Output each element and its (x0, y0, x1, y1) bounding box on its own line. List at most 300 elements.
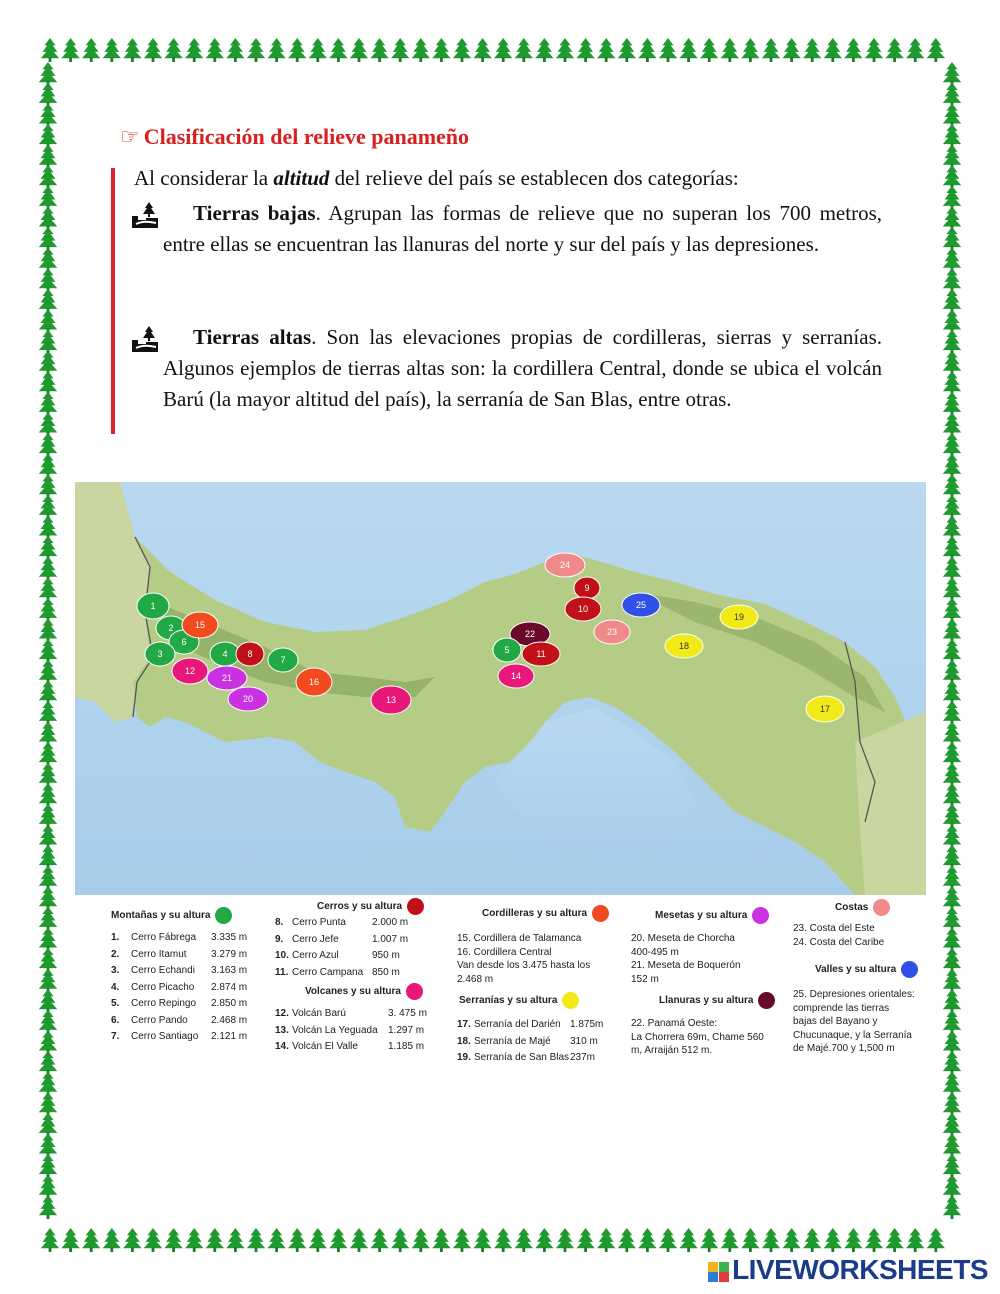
legend-line: m, Arraiján 512 m. (631, 1045, 713, 1056)
tree-icon (288, 38, 306, 62)
tree-icon (453, 38, 471, 62)
legend-item (111, 930, 247, 947)
tree-icon (350, 38, 368, 62)
legend-item-name: Cerro Campana (292, 966, 364, 978)
tree-icon (329, 1228, 347, 1252)
legend-list (275, 1006, 440, 1056)
tree-icon (943, 371, 961, 395)
bullet-text: . Agrupan las formas de relieve que no superan los 700 metros, entre ellas se encuentran las llanuras del norte y sur del país y las depresiones. (163, 201, 882, 256)
legend-item (457, 1050, 617, 1067)
legend-mesetas (631, 907, 781, 1058)
map-marker-label: 25 (635, 600, 647, 610)
map-marker-label: 22 (524, 629, 536, 639)
tree-icon (943, 330, 961, 354)
legend-line: 16. Cordillera Central (457, 946, 552, 958)
tree-icon (943, 618, 961, 642)
legend-item-name: Volcán El Valle (292, 1041, 358, 1052)
tree-icon (943, 1154, 961, 1178)
tree-icon (943, 845, 961, 869)
legend-color-dot (407, 898, 424, 915)
tree-icon (943, 1195, 961, 1219)
tree-icon (39, 186, 57, 210)
legend-item (111, 947, 247, 964)
tree-icon (39, 1010, 57, 1034)
legend-line: 2.468 m (457, 973, 494, 985)
tree-icon (473, 1228, 491, 1252)
tree-icon (39, 144, 57, 168)
tree-icon (679, 38, 697, 62)
legend-color-dot (562, 992, 579, 1009)
tree-icon (943, 412, 961, 436)
legend-color-dot (406, 983, 423, 1000)
legend-item-altitude: 2.121 m (211, 1031, 248, 1042)
tree-icon (659, 38, 677, 62)
map-marker-label: 17 (819, 704, 831, 714)
tree-icon (943, 392, 961, 416)
legend-item-altitude: 1.875m (570, 1019, 604, 1030)
tree-icon (39, 824, 57, 848)
tree-icon (432, 1228, 450, 1252)
map-marker-label: 21 (221, 673, 233, 683)
tree-icon (39, 412, 57, 436)
tree-icon (39, 495, 57, 519)
map-marker-label: 13 (385, 695, 397, 705)
tree-icon (39, 1071, 57, 1095)
bullet-tierras-bajas (132, 198, 882, 260)
tree-icon (597, 1228, 615, 1252)
tree-icon (288, 1228, 306, 1252)
legend-lines (631, 932, 781, 986)
legend-line: 15. Cordillera de Talamanca (457, 933, 582, 944)
legend-item-altitude: 1.185 m (388, 1041, 425, 1052)
tree-icon (39, 762, 57, 786)
legend-line: 24. Costa del Caribe (793, 936, 885, 948)
legend-item-number: 1. (111, 932, 120, 943)
tree-icon (39, 536, 57, 560)
tree-icon (39, 206, 57, 230)
tree-icon (144, 38, 162, 62)
tree-icon (39, 1195, 57, 1219)
legend-item-name: Cerro Fábrega (131, 932, 197, 943)
tree-icon (943, 83, 961, 107)
tree-icon (39, 865, 57, 889)
tree-icon (906, 1228, 924, 1252)
bullet-title: Tierras altas (193, 325, 312, 349)
tree-icon (39, 392, 57, 416)
panama-relief-map (75, 482, 926, 895)
legend-item-altitude: 2.468 m (211, 1014, 248, 1026)
legend-item-altitude: 237m (570, 1052, 596, 1063)
tree-icon (782, 38, 800, 62)
legend-montanas (111, 907, 247, 1046)
legend-item-number: 13. (275, 1024, 289, 1036)
landscape-icon (132, 326, 160, 352)
tree-icon (556, 1228, 574, 1252)
tree-icon (679, 1228, 697, 1252)
tree-icon (39, 721, 57, 745)
tree-icon (844, 38, 862, 62)
tree-icon (370, 38, 388, 62)
tree-icon (39, 1113, 57, 1137)
tree-icon (943, 659, 961, 683)
legend-item-altitude: 1.007 m (372, 933, 409, 945)
tree-icon (267, 1228, 285, 1252)
tree-icon (370, 1228, 388, 1252)
tree-icon (164, 1228, 182, 1252)
tree-icon (943, 515, 961, 539)
legend-item-number: 7. (111, 1031, 120, 1042)
legend-item-name: Cerro Repingo (131, 998, 197, 1009)
tree-icon (943, 804, 961, 828)
tree-icon (39, 1133, 57, 1157)
legend-item-altitude: 3.335 m (211, 932, 248, 943)
tree-icon (185, 38, 203, 62)
logo-squares-icon (708, 1262, 730, 1282)
map-marker-label: 2 (168, 623, 174, 633)
tree-icon (226, 38, 244, 62)
tree-icon (762, 1228, 780, 1252)
legend-item-number: 12. (275, 1008, 289, 1019)
tree-icon (39, 309, 57, 333)
tree-icon (39, 515, 57, 539)
legend-item (275, 965, 440, 982)
tree-icon (39, 350, 57, 374)
tree-icon (943, 1071, 961, 1095)
legend-line: 23. Costa del Este (793, 923, 875, 934)
legend-item-altitude: 850 m (372, 966, 400, 978)
tree-icon (412, 1228, 430, 1252)
bullet-text: . Son las elevaciones propias de cordilleras, sierras y serranías. Algunos ejemplos de tierras altas son: la cordillera Central, donde se ubica el volcán Barú (la mayor altitud del país), la serranía de San Blas, entre otras. (163, 325, 882, 411)
tree-icon (39, 247, 57, 271)
tree-icon (309, 1228, 327, 1252)
tree-icon (39, 474, 57, 498)
legend-line: 21. Meseta de Boquerón (631, 960, 741, 971)
tree-icon (39, 783, 57, 807)
tree-icon (576, 38, 594, 62)
tree-icon (39, 701, 57, 725)
tree-icon (350, 1228, 368, 1252)
tree-icon (943, 680, 961, 704)
tree-icon (391, 1228, 409, 1252)
tree-icon (39, 453, 57, 477)
tree-icon (39, 989, 57, 1013)
legend-item-number: 6. (111, 1014, 120, 1026)
tree-icon (432, 38, 450, 62)
tree-icon (943, 721, 961, 745)
tree-icon (535, 38, 553, 62)
tree-icon (103, 1228, 121, 1252)
legend-item-name: Serranía de San Blas (474, 1052, 570, 1063)
tree-icon (943, 227, 961, 251)
tree-icon (943, 350, 961, 374)
legend-title: Costas (835, 902, 869, 914)
tree-icon (39, 83, 57, 107)
legend-item (111, 1029, 247, 1046)
section-heading (120, 124, 469, 150)
logo-text: LIVEWORKSHEETS (732, 1254, 988, 1285)
legend-line: 152 m (631, 973, 659, 985)
legend-lines (793, 988, 923, 1056)
intro-emphasis: altitud (273, 166, 330, 190)
tree-icon (943, 495, 961, 519)
legend-item-name: Cerro Picacho (131, 981, 195, 993)
tree-icon (885, 1228, 903, 1252)
tree-icon (494, 38, 512, 62)
legend-item (275, 932, 440, 949)
tree-icon (618, 1228, 636, 1252)
tree-icon (865, 38, 883, 62)
map-marker-label: 3 (157, 649, 163, 659)
tree-icon (943, 1092, 961, 1116)
legend-item (275, 1023, 440, 1040)
tree-icon (638, 38, 656, 62)
tree-icon (943, 206, 961, 230)
tree-icon (782, 1228, 800, 1252)
tree-icon (82, 38, 100, 62)
legend-item (275, 1039, 440, 1056)
legend-title: Cerros y su altura (317, 901, 403, 913)
legend-item-number: 10. (275, 950, 289, 961)
tree-icon (927, 1228, 945, 1252)
map-marker-label: 19 (733, 612, 745, 622)
tree-icon (82, 1228, 100, 1252)
tree-icon (39, 577, 57, 601)
tree-icon (885, 38, 903, 62)
map-marker-label: 7 (280, 655, 286, 665)
legend-item-altitude: 950 m (372, 950, 400, 961)
legend-item-number: 19. (457, 1052, 471, 1063)
legend-item (457, 1017, 617, 1034)
tree-icon (700, 38, 718, 62)
legend-cordilleras (457, 905, 617, 1067)
legend-item-altitude: 2.000 m (372, 917, 409, 928)
heading-title: Clasificación del relieve panameño (143, 124, 470, 149)
legend-item (275, 1006, 440, 1023)
tree-icon (943, 433, 961, 457)
tree-icon (943, 289, 961, 313)
border-trees-left (39, 62, 57, 1219)
legend-line: bajas del Bayano y (793, 1016, 878, 1027)
tree-icon (824, 38, 842, 62)
tree-icon (721, 38, 739, 62)
legend-line: 400-495 m (631, 946, 679, 958)
tree-icon (865, 1228, 883, 1252)
tree-icon (943, 536, 961, 560)
tree-icon (39, 330, 57, 354)
legend-line: La Chorrera 69m, Chame 560 (631, 1031, 764, 1043)
tree-icon (741, 1228, 759, 1252)
tree-icon (943, 1133, 961, 1157)
legend-list (111, 930, 247, 1046)
legend-item-number: 9. (275, 933, 284, 945)
legend-item (457, 1034, 617, 1051)
legend-item-number: 11. (275, 966, 289, 978)
tree-icon (906, 38, 924, 62)
map-marker-label: 5 (504, 645, 510, 655)
tree-icon (943, 989, 961, 1013)
legend-item (111, 963, 247, 980)
land-colombia (855, 712, 926, 895)
border-trees-bottom (41, 1228, 945, 1252)
map-marker-label: 1 (150, 601, 156, 611)
legend-title: Llanuras y su altura (659, 995, 754, 1007)
legend-line: de Majé.700 y 1,500 m (793, 1043, 895, 1054)
tree-icon (943, 1051, 961, 1075)
map-marker-label: 10 (577, 604, 589, 614)
bullet-title: Tierras bajas (193, 201, 316, 225)
tree-icon (61, 38, 79, 62)
tree-icon (943, 1174, 961, 1198)
legend-item (275, 948, 440, 965)
tree-icon (943, 165, 961, 189)
tree-icon (39, 165, 57, 189)
tree-icon (943, 268, 961, 292)
legend-color-dot (752, 907, 769, 924)
legend-lines (631, 1017, 781, 1058)
legend-item-number: 18. (457, 1035, 471, 1047)
legend-item-number: 2. (111, 948, 120, 960)
map-marker-label: 14 (510, 671, 522, 681)
map-marker-label: 15 (194, 620, 206, 630)
tree-icon (943, 474, 961, 498)
tree-icon (185, 1228, 203, 1252)
tree-icon (943, 556, 961, 580)
tree-icon (39, 1154, 57, 1178)
tree-icon (41, 38, 59, 62)
tree-icon (943, 886, 961, 910)
tree-icon (123, 1228, 141, 1252)
tree-icon (39, 289, 57, 313)
tree-icon (39, 371, 57, 395)
border-trees-right (943, 62, 961, 1219)
tree-icon (39, 927, 57, 951)
tree-icon (39, 680, 57, 704)
tree-icon (206, 1228, 224, 1252)
legend-item-name: Serranía del Darién (474, 1019, 561, 1030)
tree-icon (494, 1228, 512, 1252)
tree-icon (39, 886, 57, 910)
tree-icon (943, 1113, 961, 1137)
map-marker-label: 24 (559, 560, 571, 570)
tree-icon (144, 1228, 162, 1252)
tree-icon (943, 1010, 961, 1034)
tree-icon (39, 1030, 57, 1054)
intro-post: del relieve del país se establecen dos categorías: (329, 166, 739, 190)
legend-line: 25. Depresiones orientales: (793, 989, 915, 1000)
tree-icon (39, 103, 57, 127)
legend-list (275, 915, 440, 981)
tree-icon (39, 948, 57, 972)
legend-item-altitude: 3.279 m (211, 948, 248, 960)
tree-icon (39, 227, 57, 251)
legend-item-number: 17. (457, 1019, 471, 1030)
tree-icon (576, 1228, 594, 1252)
tree-icon (39, 845, 57, 869)
tree-icon (39, 556, 57, 580)
tree-icon (39, 62, 57, 86)
tree-icon (943, 124, 961, 148)
tree-icon (247, 1228, 265, 1252)
tree-icon (943, 824, 961, 848)
landscape-icon (132, 202, 160, 228)
legend-item-name: Cerro Azul (292, 950, 339, 961)
legend-line: Van desde los 3.475 hasta los (457, 960, 591, 971)
tree-icon (206, 38, 224, 62)
tree-icon (515, 1228, 533, 1252)
tree-icon (943, 948, 961, 972)
tree-icon (39, 659, 57, 683)
map-marker-label: 11 (536, 649, 546, 659)
tree-icon (123, 38, 141, 62)
tree-icon (61, 1228, 79, 1252)
tree-icon (39, 1174, 57, 1198)
intro-paragraph (134, 166, 739, 191)
tree-icon (329, 38, 347, 62)
legend-item-number: 4. (111, 981, 120, 993)
tree-icon (927, 38, 945, 62)
map-marker-label: 4 (222, 649, 228, 659)
tree-icon (943, 577, 961, 601)
tree-icon (391, 38, 409, 62)
legend-item-number: 5. (111, 998, 120, 1009)
liveworksheets-logo (708, 1254, 988, 1286)
tree-icon (473, 38, 491, 62)
legend-item-number: 14. (275, 1041, 289, 1052)
legend-lines (793, 922, 923, 949)
tree-icon (943, 453, 961, 477)
legend-item-name: Volcán La Yeguada (292, 1024, 378, 1036)
legend-costas (793, 899, 923, 1056)
legend-title: Mesetas y su altura (655, 910, 748, 922)
tree-icon (638, 1228, 656, 1252)
legend-title: Volcanes y su altura (305, 986, 401, 998)
tree-icon (39, 804, 57, 828)
tree-icon (762, 38, 780, 62)
map-marker-label: 9 (584, 583, 590, 593)
legend-cerros (275, 898, 440, 1056)
tree-icon (39, 598, 57, 622)
legend-item-name: Serranía de Majé (474, 1035, 551, 1047)
legend-list (457, 1017, 617, 1067)
legend-color-dot (901, 961, 918, 978)
legend-item-name: Volcán Barú (292, 1008, 346, 1019)
tree-icon (741, 38, 759, 62)
legend-item-number: 8. (275, 917, 284, 928)
tree-icon (247, 38, 265, 62)
map-marker-label: 12 (184, 666, 196, 676)
tree-icon (721, 1228, 739, 1252)
legend-line: comprende las tierras (793, 1002, 890, 1014)
tree-icon (597, 38, 615, 62)
tree-icon (39, 742, 57, 766)
legend-item-altitude: 3.163 m (211, 965, 248, 976)
legend-item-name: Cerro Punta (292, 917, 346, 928)
tree-icon (943, 968, 961, 992)
bullet-tierras-altas (132, 322, 882, 415)
legend-item-number: 3. (111, 965, 120, 976)
tree-icon (943, 1030, 961, 1054)
map-marker-label: 8 (247, 649, 253, 659)
tree-icon (943, 62, 961, 86)
legend-item-altitude: 2.874 m (211, 981, 248, 993)
legend-item-altitude: 2.850 m (211, 998, 248, 1009)
tree-icon (39, 968, 57, 992)
tree-icon (535, 1228, 553, 1252)
tree-icon (943, 907, 961, 931)
tree-icon (267, 38, 285, 62)
map-marker-label: 18 (678, 641, 690, 651)
legend-title: Cordilleras y su altura (482, 908, 588, 920)
